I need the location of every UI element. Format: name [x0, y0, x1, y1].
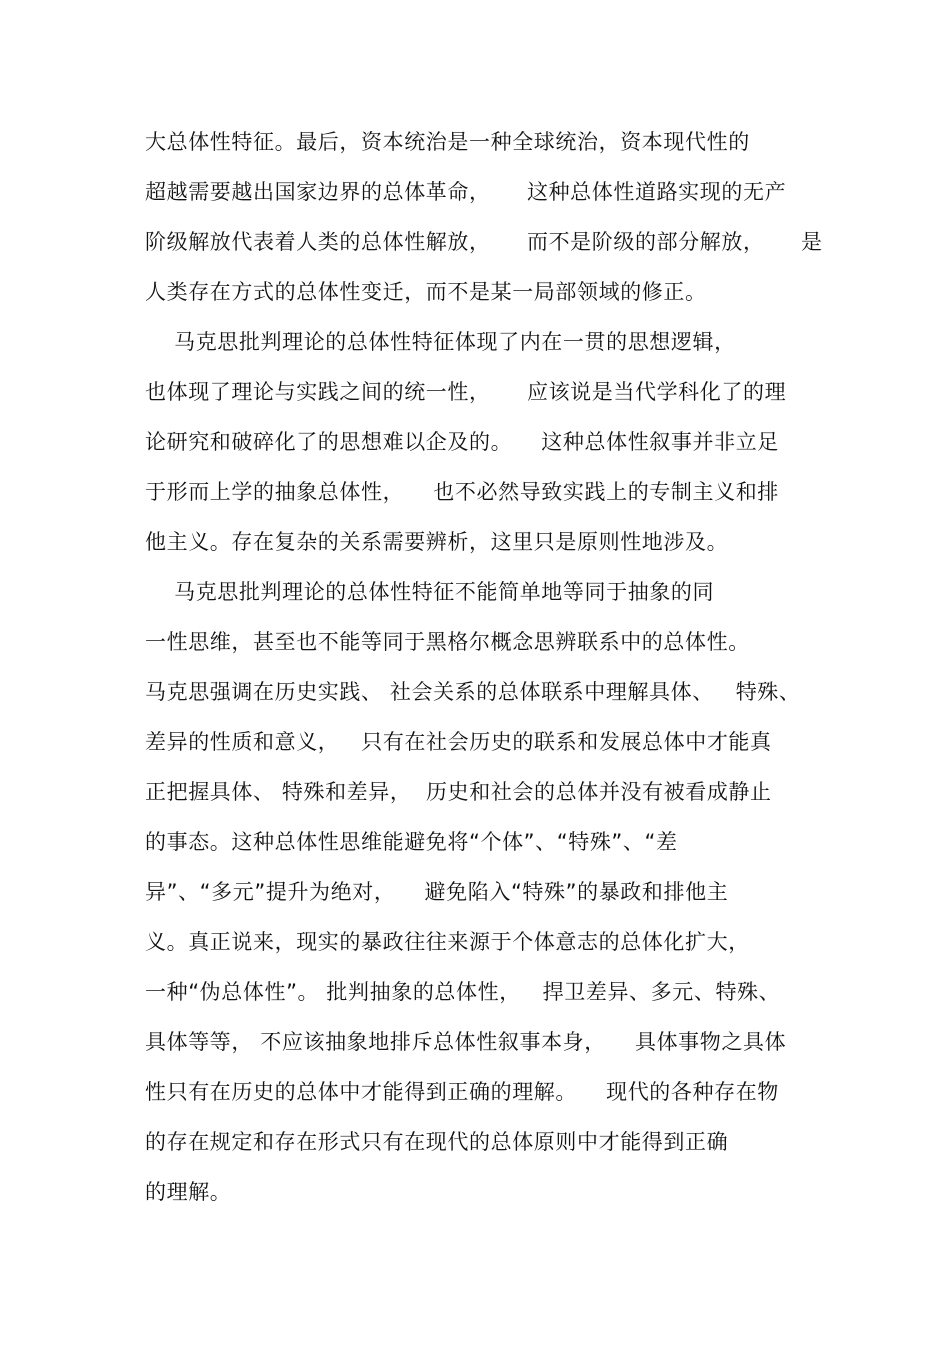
text-line: 大总体性特征。最后，资本统治是一种全球统治，资本现代性的	[145, 130, 750, 154]
text-line: 性只有在历史的总体中才能得到正确的理解。 现代的各种存在物	[145, 1080, 779, 1104]
text-line: 一性思维，甚至也不能等同于黑格尔概念思辨联系中的总体性。	[145, 630, 750, 654]
text-line: 他主义。存在复杂的关系需要辨析，这里只是原则性地涉及。	[145, 530, 729, 554]
text-line: 的理解。	[145, 1180, 232, 1204]
text-line: 于形而上学的抽象总体性， 也不必然导致实践上的专制主义和排	[145, 480, 779, 504]
text-line: 也体现了理论与实践之间的统一性， 应该说是当代学科化了的理	[145, 380, 787, 404]
text-line: 一种“伪总体性”。 批判抽象的总体性， 捍卫差异、多元、特殊、	[145, 980, 781, 1004]
text-line: 论研究和破碎化了的思想难以企及的。 这种总体性叙事并非立足	[145, 430, 779, 454]
text-line: 阶级解放代表着人类的总体性解放， 而不是阶级的部分解放， 是	[145, 230, 823, 254]
text-line: 的事态。这种总体性思维能避免将“个体”、“特殊”、“差	[145, 830, 678, 854]
text-line: 具体等等， 不应该抽象地排斥总体性叙事本身， 具体事物之具体	[145, 1030, 787, 1054]
text-line: 差异的性质和意义， 只有在社会历史的联系和发展总体中才能真	[145, 730, 772, 754]
text-line: 马克思强调在历史实践、 社会关系的总体联系中理解具体、 特殊、	[145, 680, 801, 704]
text-line: 义。真正说来，现实的暴政往往来源于个体意志的总体化扩大，	[145, 930, 750, 954]
text-line: 超越需要越出国家边界的总体革命， 这种总体性道路实现的无产	[145, 180, 787, 204]
text-line: 人类存在方式的总体性变迁，而不是某一局部领域的修正。	[145, 280, 707, 304]
text-line: 的存在规定和存在形式只有在现代的总体原则中才能得到正确	[145, 1130, 729, 1154]
paragraph-first-line: 马克思批判理论的总体性特征体现了内在一贯的思想逻辑，	[145, 330, 736, 354]
text-line: 异”、“多元”提升为绝对， 避免陷入“特殊”的暴政和排他主	[145, 880, 729, 904]
paragraph-first-line: 马克思批判理论的总体性特征不能简单地等同于抽象的同	[145, 580, 715, 604]
text-line: 正把握具体、 特殊和差异， 历史和社会的总体并没有被看成静止	[145, 780, 772, 804]
